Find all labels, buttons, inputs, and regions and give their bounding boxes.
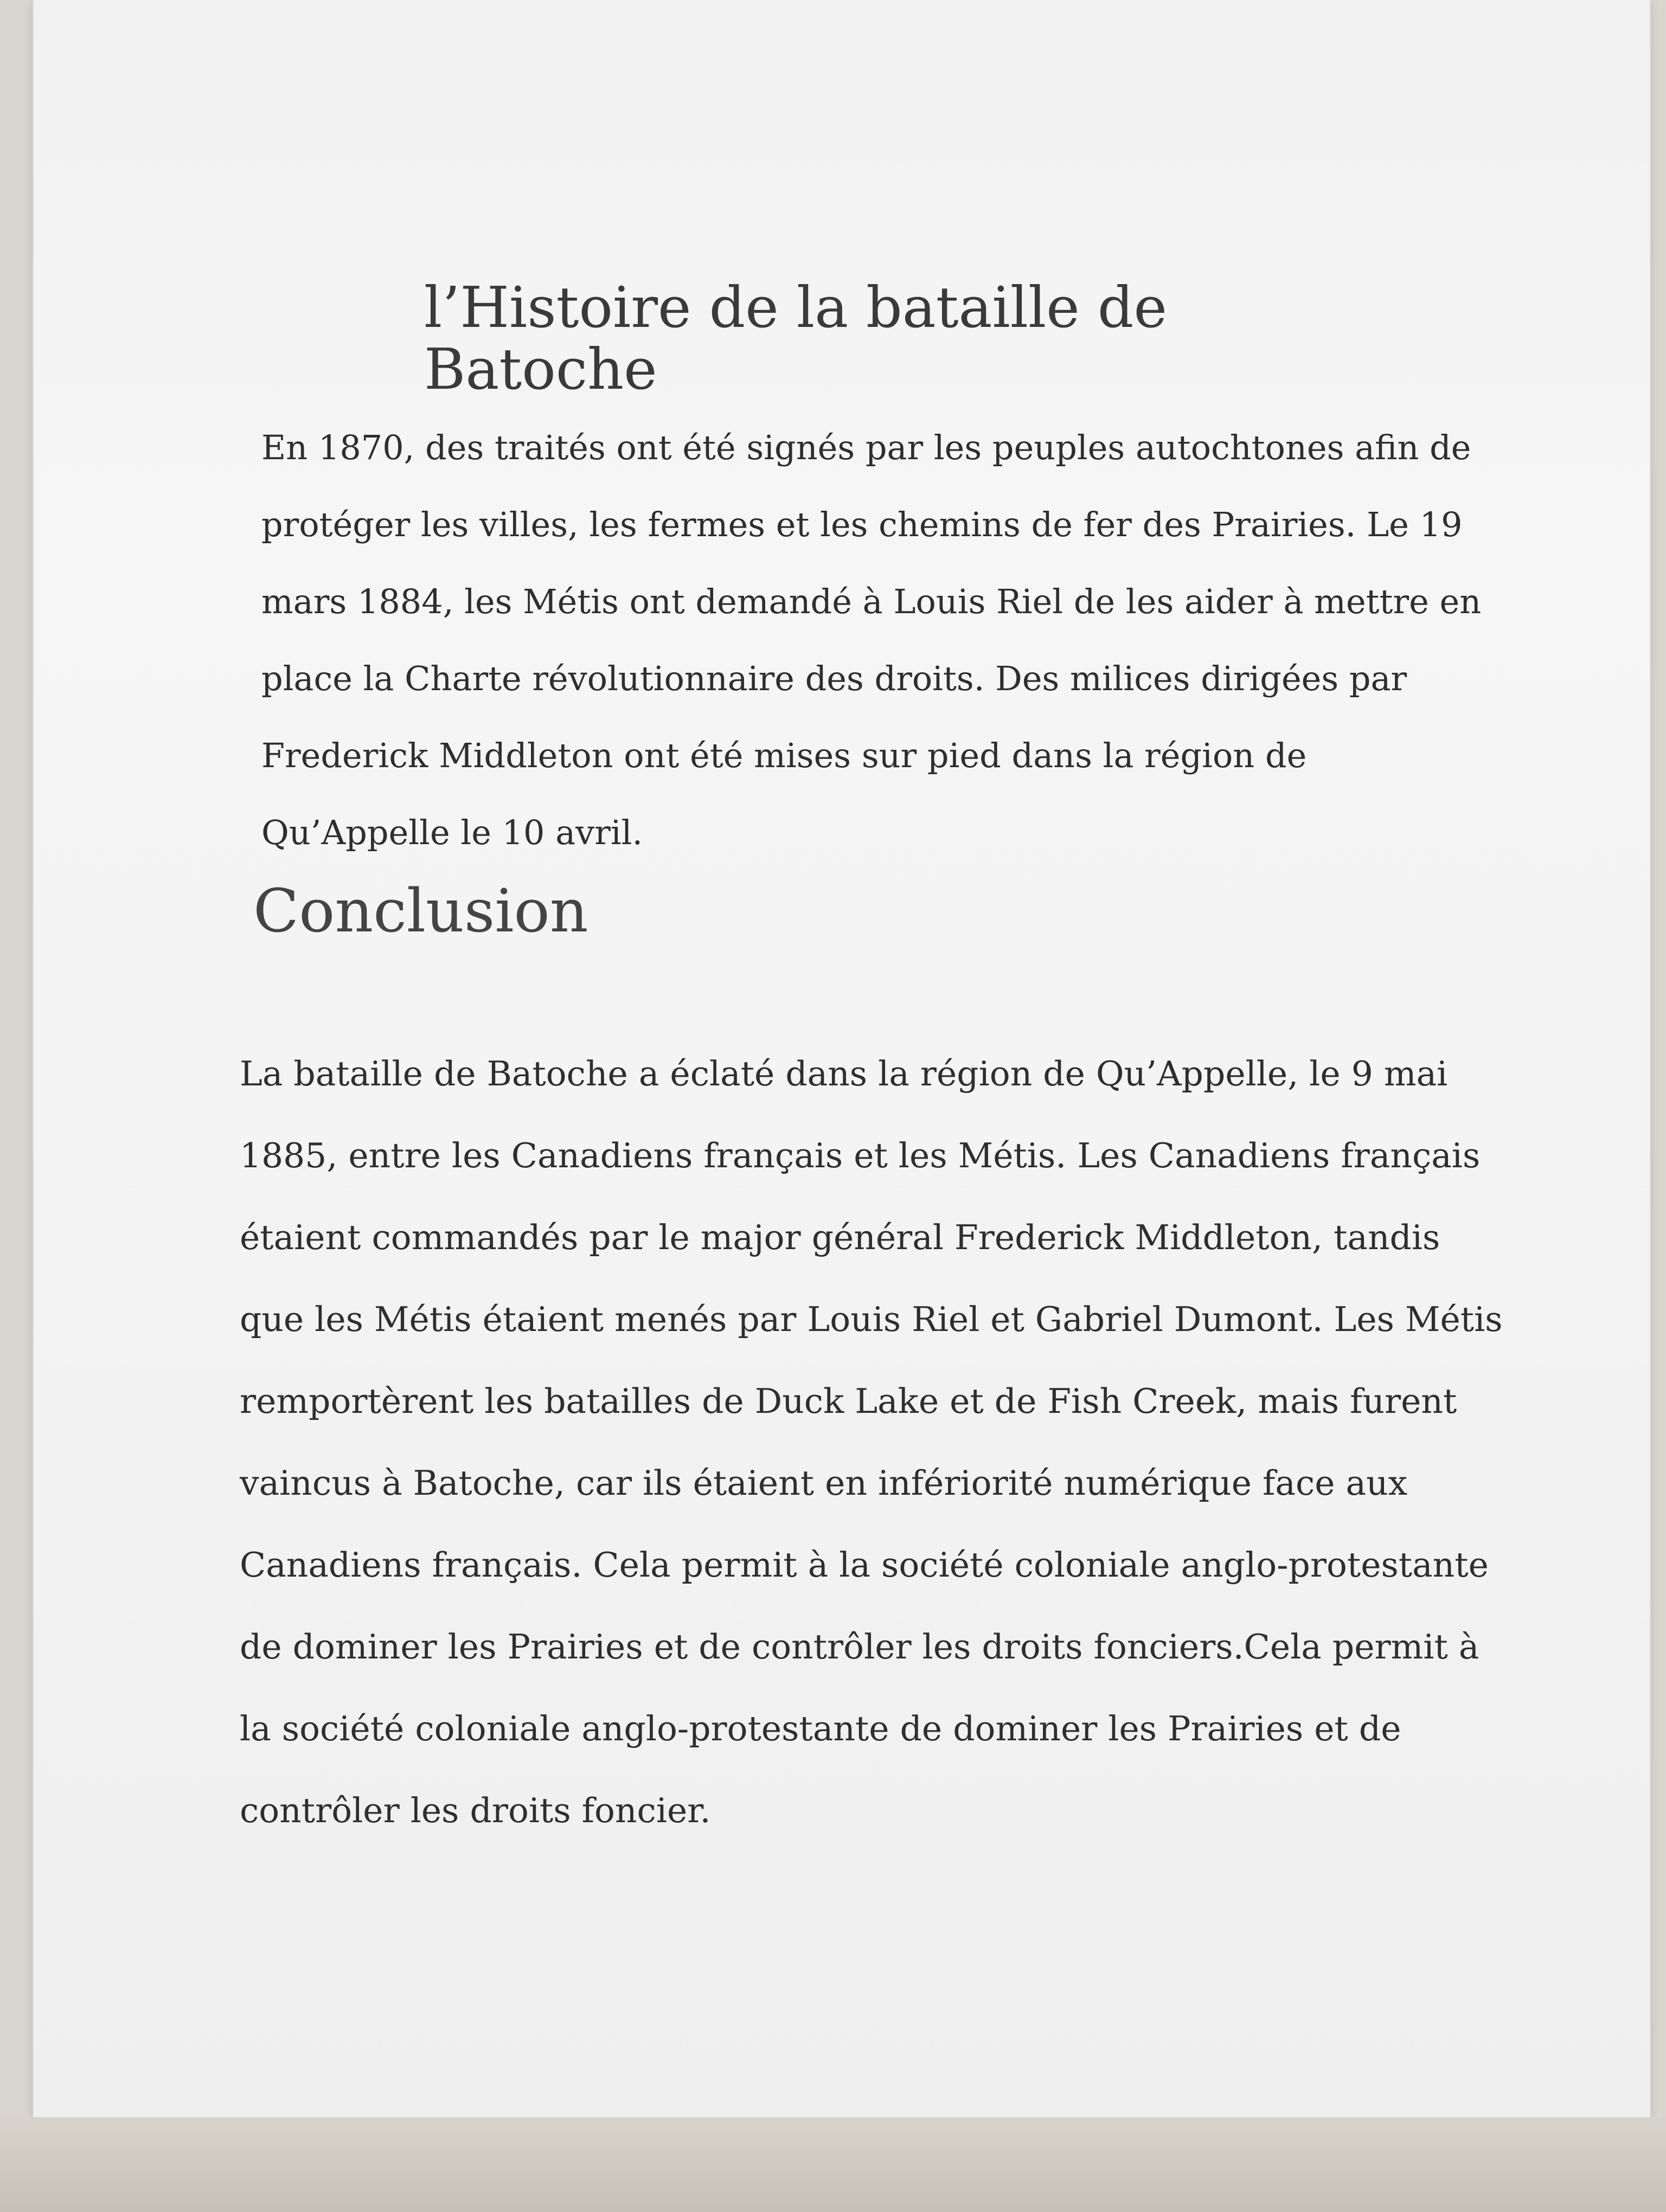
intro-paragraph: En 1870, des traités ont été signés par les peuples autochtones afin de protéger les villes, les fermes et les chemins de fer des Prairies. Le 19 mars 1884, les Métis ont demandé à Louis Riel de les aider à mettre en place la Charte révolutionnaire des droits. Des milices dirigées par Frederick Middleton ont été mises sur pied dans la région de Qu’Appelle le 10 avril.	[261, 428, 1482, 852]
table-surface	[0, 2117, 1666, 2212]
conclusion-heading: Conclusion	[253, 876, 588, 946]
paper-sheet	[33, 0, 1651, 2117]
document-title: l’Histoire de la bataille de Batoche	[424, 274, 1168, 403]
conclusion-paragraph: La bataille de Batoche a éclaté dans la région de Qu’Appelle, le 9 mai 1885, entre les Canadiens français et les Métis. Les Canadiens français étaient commandés par le major général Frederick Middleton, tandis que les Métis étaient menés par Louis Riel et Gabriel Dumont. Les Métis remportèrent les batailles de Duck Lake et de Fish Creek, mais furent vaincus à Batoche, car ils étaient en infériorité numérique face aux Canadiens français. Cela permit à la société coloniale anglo-protestante de dominer les Prairies et de contrôler les droits fonciers.Cela permit à la société coloniale anglo-protestante de dominer les Prairies et de contrôler les droits foncier.	[240, 1054, 1503, 1830]
